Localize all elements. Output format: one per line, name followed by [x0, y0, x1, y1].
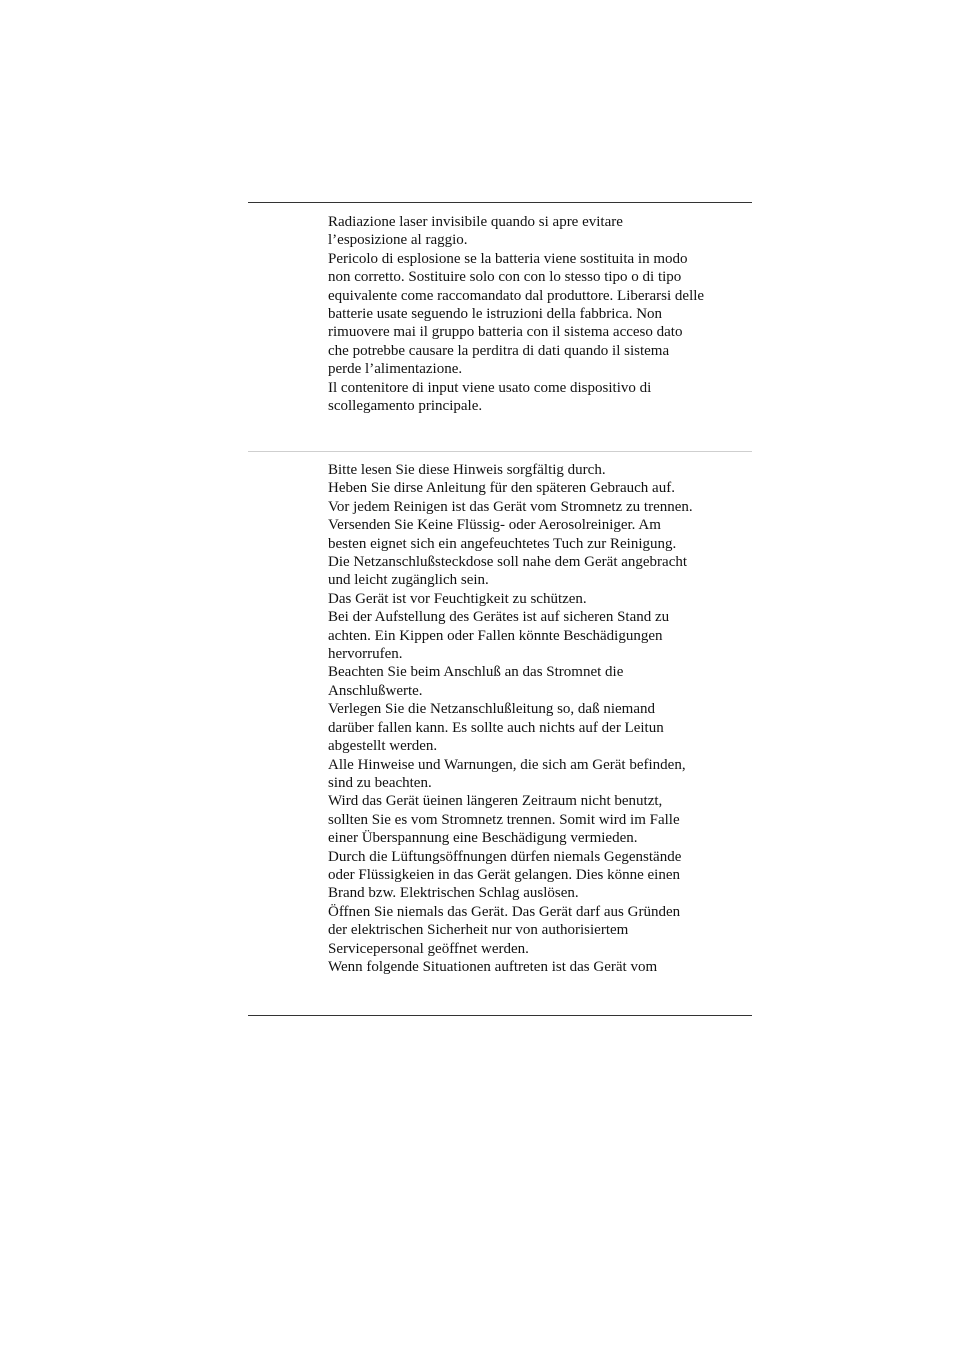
bottom-rule	[248, 1015, 752, 1016]
section-divider	[248, 451, 752, 452]
top-rule	[248, 202, 752, 203]
german-safety-text: Bitte lesen Sie diese Hinweis sorgfältig durch. Heben Sie dirse Anleitung für den späteren Gebrauch auf. Vor jedem Reinigen ist das Gerät vom Stromnetz zu trennen. Versenden Sie Keine Flüssig- oder Aerosolreiniger. Am besten eignet sich ein angefeuchtetes Tuch zur Reinigung. Die Netzanschlußsteckdose soll nahe dem Gerät angebracht und leicht zugänglich sein. Das Gerät ist vor Feuchtigkeit zu schützen. Bei der Aufstellung des Gerätes ist auf sicheren Stand zu achten. Ein Kippen oder Fallen könnte Beschädigungen hervorrufen. Beachten Sie beim Anschluß an das Stromnet die Anschlußwerte. Verlegen Sie die Netzanschlußleitung so, daß niemand darüber fallen kann. Es sollte auch nichts auf der Leitun abgestellt werden. Alle Hinweise und Warnungen, die sich am Gerät befinden, sind zu beachten. Wird das Gerät üeinen längeren Zeitraum nicht benutzt, sollten Sie es vom Stromnetz trennen. Somit wird im Falle einer Überspannung eine Beschädigung vermieden. Durch die Lüftungsöffnungen dürfen niemals Gegenstände oder Flüssigkeien in das Gerät gelangen. Dies könne einen Brand bzw. Elektrischen Schlag auslösen. Öffnen Sie niemals das Gerät. Das Gerät darf aus Gründen der elektrischen Sicherheit nur von authorisiertem Servicepersonal geöffnet werden. Wenn folgende Situationen auftreten ist das Gerät vom	[328, 462, 693, 975]
italian-safety-text: Radiazione laser invisibile quando si apre evitare l’esposizione al raggio. Pericolo di esplosione se la batteria viene sostituita in modo non corretto. Sostituire solo con con lo stesso tipo o di tipo equivalente come raccomandato dal produttore. Liberarsi delle batterie usate seguendo le istruzioni della fabbrica. Non rimuovere mai il gruppo batteria con il sistema acceso dato che potrebbe causare la perditra di dati quando il sistema perde l’alimentazione. Il contenitore di input viene usato come dispositivo di scollegamento principale.	[328, 214, 705, 415]
